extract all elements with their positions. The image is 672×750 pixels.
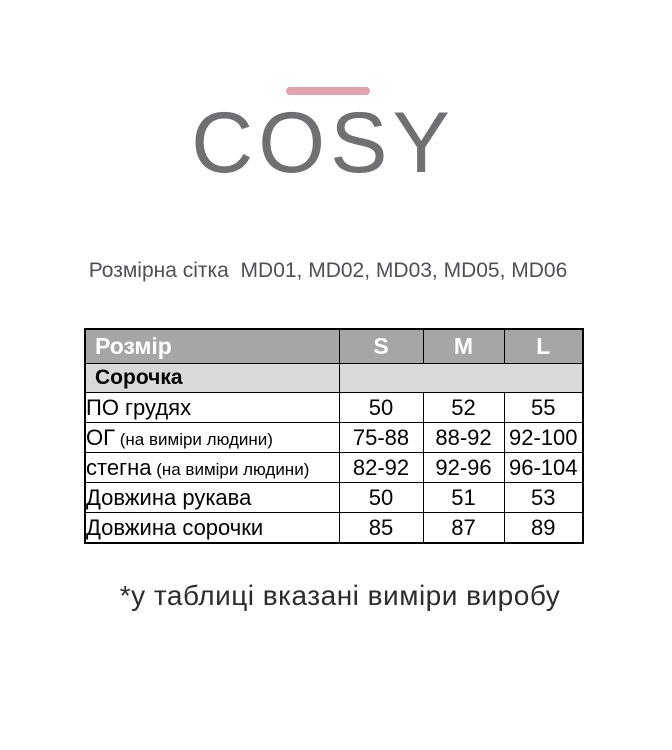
table-row — [85, 483, 583, 513]
cell-value: 53 — [504, 483, 583, 513]
row-label-note: (на виміри людини) — [115, 429, 273, 449]
cell-value: 92-100 — [504, 423, 583, 453]
size-grid-title: Розмірна сітка MD01, MD02, MD03, MD05, MD06 — [88, 259, 568, 282]
cell-value: 85 — [339, 513, 423, 544]
row-label — [85, 513, 339, 544]
row-label — [85, 483, 339, 513]
cell-value: 75-88 — [339, 423, 423, 453]
cell-value: 96-104 — [504, 453, 583, 483]
row-label-text: Довжина рукава — [86, 484, 252, 510]
size-table — [84, 328, 584, 544]
header-size-l: L — [504, 329, 583, 364]
header-size-m: M — [423, 329, 504, 364]
cell-value: 87 — [423, 513, 504, 544]
header-size-label: Розмір — [85, 329, 339, 364]
table-header-row — [85, 329, 583, 364]
row-label-text: ОГ — [86, 424, 116, 450]
row-label-text: ПО грудях — [86, 394, 192, 420]
cell-value: 89 — [504, 513, 583, 544]
row-label-text: стегна — [86, 454, 152, 480]
cell-value: 50 — [339, 483, 423, 513]
row-label-text: Довжина сорочки — [86, 514, 264, 540]
cell-value: 92-96 — [423, 453, 504, 483]
row-label — [85, 393, 339, 423]
row-label-note: (на виміри людини) — [151, 459, 310, 479]
row-label — [85, 423, 339, 453]
brand-logo: COSY — [191, 95, 455, 191]
logo-accent-bar — [286, 87, 370, 95]
footer-note: *у таблиці вказані виміри виробу — [119, 580, 561, 611]
cell-value: 82-92 — [339, 453, 423, 483]
row-label — [85, 453, 339, 483]
cell-value: 55 — [504, 393, 583, 423]
section-filler-cell — [339, 364, 583, 393]
cell-value: 51 — [423, 483, 504, 513]
section-label: Сорочка — [85, 364, 339, 393]
table-row — [85, 423, 583, 453]
section-row — [85, 364, 583, 393]
table-row — [85, 393, 583, 423]
table-row — [85, 513, 583, 544]
table-row — [85, 453, 583, 483]
cell-value: 50 — [339, 393, 423, 423]
cell-value: 88-92 — [423, 423, 504, 453]
header-size-s: S — [339, 329, 423, 364]
cell-value: 52 — [423, 393, 504, 423]
